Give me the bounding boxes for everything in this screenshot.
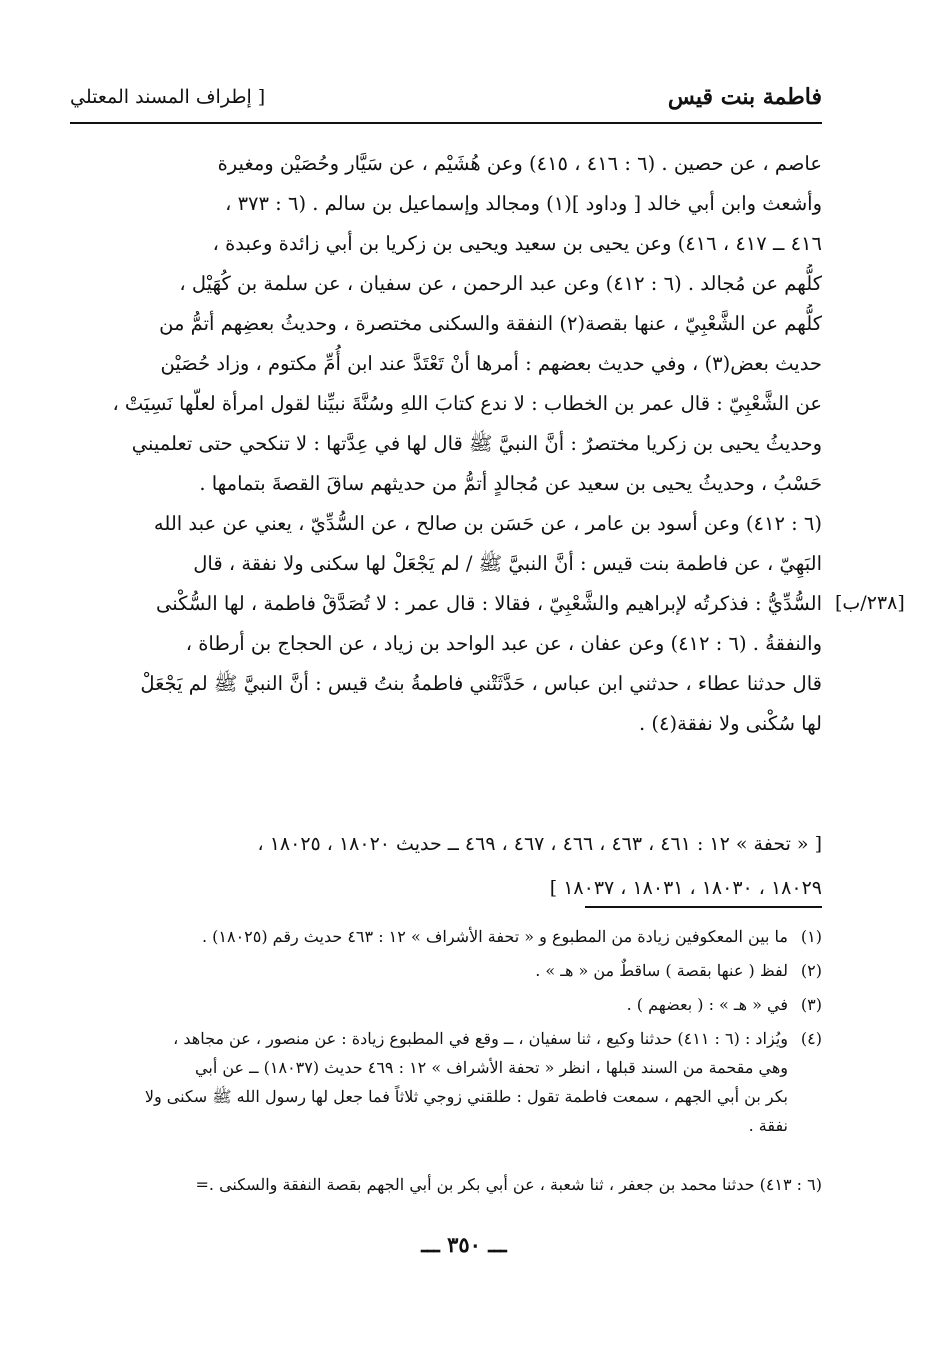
footnote-text-line: بكر بن أبي الجهم ، سمعت فاطمة تقول : طلقني زوجي ثلاثاً فما جعل لها رسول الله ﷺ سكنى ولا [144, 1087, 788, 1106]
header-rule [70, 122, 822, 124]
footnote [74, 922, 822, 951]
continuation-line: (٦ : ٤١٣) حدثنا محمد بن جعفر ، ثنا شعبة ، عن أبي بكر بن أبي الجهم بقصة النفقة والسكنى .= [195, 1175, 822, 1194]
header-book-name: [ إطراف المسند المعتلي [70, 86, 266, 108]
text-line: وأشعث وابن أبي خالد [ وداود ](١) ومجالد وإسماعيل بن سالم . (٦ : ٣٧٣ ، [225, 192, 822, 215]
text-line: لها سُكْنى ولا نفقة(٤) . [639, 712, 822, 735]
main-text [74, 144, 822, 744]
text-line: وحديثُ يحيى بن زكريا مختصرٌ : أنَّ النبيَّ ﷺ قال لها في عِدَّتها : لا تنكحي حتى تعلميني [131, 432, 822, 455]
text-line: (٦ : ٤١٢) وعن أسود بن عامر ، عن حَسَن بن صالح ، عن السُّدِّيّ ، يعني عن عبد الله [153, 512, 822, 535]
text-line: عاصم ، عن حصين . (٦ : ٤١٦ ، ٤١٥) وعن هُشَيْم ، عن سَيَّار وحُصَيْن ومغيرة [217, 152, 822, 175]
footnote-number: (٣) [800, 995, 822, 1014]
page-number: ـــ ٣٥٠ ـــ [421, 1232, 507, 1257]
text-line: عن الشَّعْبِيّ : قال عمر بن الخطاب : لا ندع كتابَ اللهِ وسُنَّةَ نبيِّنا لقول امرأة لعلّها نَسِيَتْ ، [112, 392, 822, 415]
tuhfa-line: [ « تحفة » ١٢ : ٤٦١ ، ٤٦٣ ، ٤٦٦ ، ٤٦٧ ، ٤٦٩ ــ حديث ١٨٠٢٠ ، ١٨٠٢٥ ، [257, 833, 822, 855]
footnote-number: (١) [800, 927, 822, 946]
footnote [74, 990, 822, 1019]
footnote [74, 1024, 822, 1140]
text-line: البَهِيّ ، عن فاطمة بنت قيس : أنَّ النبيَّ ﷺ / لم يَجْعَلْ لها سكنى ولا نفقة ، قال [193, 552, 822, 575]
footnote-text-line: ما بين المعكوفين زيادة من المطبوع و « تحفة الأشراف » ١٢ : ٤٦٣ حديث رقم (١٨٠٢٥) . [201, 927, 788, 946]
footnotes [74, 922, 822, 1145]
text-line: حديث بعض(٣) ، وفي حديث بعضهم : أمرها أنْ تَعْتَدَّ عند ابن أُمِّ مكتوم ، وزاد حُصَيْن [160, 352, 822, 375]
text-line: كلُّهم عن مُجالد . (٦ : ٤١٢) وعن عبد الرحمن ، عن سفيان ، عن سلمة بن كُهَيْل ، [179, 272, 822, 295]
text-line: والنفقةُ . (٦ : ٤١٢) وعن عفان ، عن عبد الواحد بن زياد ، عن الحجاج بن أرطاة ، [185, 632, 822, 655]
footnote-text-line: نفقة . [748, 1116, 788, 1135]
header-title: فاطمة بنت قيس [667, 84, 822, 110]
footnote-rule [585, 906, 822, 908]
footnote [74, 956, 822, 985]
text-line: قال حدثنا عطاء ، حدثني ابن عباس ، حَدَّثَتْني فاطمةُ بنتُ قيس : أنَّ النبيَّ ﷺ لم يَجْعَلْ [140, 672, 822, 695]
footnote-number: (٢) [800, 961, 822, 980]
text-line: ٤١٦ ــ ٤١٧ ، ٤١٦) وعن يحيى بن سعيد ويحيى بن زكريا بن أبي زائدة وعبدة ، [212, 232, 822, 255]
footnote-text-line: لفظ ( عنها بقصة ) ساقطٌ من « هـ » . [535, 961, 788, 980]
footnote-text-line: ويُزاد : (٦ : ٤١١) حدثنا وكيع ، ثنا سفيان ، ــ وقع في المطبوع زيادة : عن منصور ، عن مجاهد ، [173, 1029, 788, 1048]
footnote-text-line: وهي مقحمة من السند قبلها ، انظر « تحفة الأشراف » ١٢ : ٤٦٩ حديث (١٨٠٣٧) ــ عن أبي [195, 1058, 788, 1077]
page-header [70, 82, 822, 122]
tuhfa-line: ١٨٠٢٩ ، ١٨٠٣٠ ، ١٨٠٣١ ، ١٨٠٣٧ ] [549, 877, 822, 899]
tuhfa-references [74, 822, 822, 910]
text-line: السُّدِّيُّ : فذكرتُه لإبراهيم والشَّعْبِيّ ، فقالا : قال عمر : لا تُصَدَّقْ فاطمة ، لها السُّكْنى [155, 592, 822, 615]
text-line: حَسْبُ ، وحديثُ يحيى بن سعيد عن مُجالدٍ أتمُّ من حديثهم ساقَ القصةَ بتمامها . [199, 472, 822, 495]
footnote-text-line: في « هـ » : ( بعضهم ) . [626, 995, 788, 1014]
text-line: كلُّهم عن الشَّعْبِيّ ، عنها بقصة(٢) النفقة والسكنى مختصرة ، وحديثُ بعضِهم أتمُّ من [159, 312, 822, 335]
footnote-number: (٤) [800, 1029, 822, 1048]
marginal-folio-note: [٢٣٨/ب] [835, 592, 905, 614]
